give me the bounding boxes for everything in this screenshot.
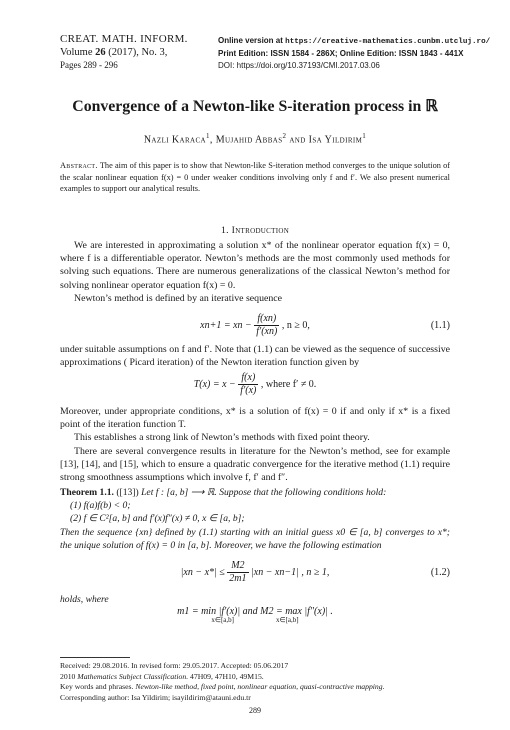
section-heading: 1. Introduction [220, 225, 290, 236]
corresponding-author: Corresponding author: Isa Yildirim; isayildirim@atauni.edu.tr [60, 692, 251, 702]
equation-1-2: |xn − x*| ≤ $\frac{M2}{2m1}$ |xn − xn−1| , n ≥ 1, (1.2) [180, 560, 450, 584]
holds-where: holds, where [60, 594, 109, 605]
intro-block-3 [60, 405, 450, 484]
abstract [60, 160, 450, 195]
journal-pages: Pages 289 - 296 [60, 60, 118, 70]
equation-number: (1.2) [430, 567, 450, 578]
theorem-label: Theorem 1.1. [60, 487, 114, 498]
online-url[interactable]: https://creative-mathematics.cunbm.utcluj.ro/ [285, 38, 491, 46]
footnotes [60, 661, 460, 703]
author-list: Nazli Karaca$^1$, Mujahid Abbas$^2$ and Isa Yildirim$^1$ [143, 132, 367, 146]
theorem-statement: Theorem 1.1. ([13]) Let f : [a, b] ⟶ ℝ. Suppose that the following conditions hold: [60, 487, 387, 498]
abstract-text: The aim of this paper is to show that Newton-like S-iteration method converges to the unique solution of the scalar nonlinear equation f(x) = 0 under weaker conditions involving only f and f′. We also present numerical examples to support our analytical results. [60, 161, 450, 194]
paragraph: We are interested in approximating a solution x* of the nonlinear operator equation f(x) = 0, where f is a differentiable operator. Newton’s methods are the most commonly used methods for solving such equations. There are numerous generalizations of the classical Newton’s method for solving nonlinear operator equation f(x) = 0. [60, 240, 450, 291]
keywords: Key words and phrases. Newton-like method, fixed point, nonlinear equation, quasi-contractive mapping. [60, 682, 385, 691]
msc-classification: 2010 Mathematics Subject Classification. 47H09, 47H10, 49M15. [60, 671, 264, 681]
received-dates: Received: 29.08.2016. In revised form: 29.05.2017. Accepted: 05.06.2017 [60, 661, 289, 670]
doi-line[interactable]: DOI: https://doi.org/10.37193/CMI.2017.03.06 [218, 61, 380, 70]
journal-info [60, 33, 188, 72]
equation-m1-M2: m1 = min |f′(x)| and M2 = max |f″(x)| . x∈[a,b] x∈[a,b] [177, 606, 333, 624]
abstract-label: Abstract. [60, 161, 98, 170]
edition-info [218, 35, 490, 72]
paragraph: This establishes a strong link of Newton’s methods with fixed point theory. [74, 432, 370, 444]
issn-line: Print Edition: ISSN 1584 - 286X; Online Edition: ISSN 1843 - 441X [218, 49, 464, 58]
equation-1-1: xn+1 = xn − $\frac{f(xn)}{f'(xn)}$ , n ≥ 0, (1.1) [200, 313, 450, 337]
intro-block-2 [60, 343, 450, 369]
paragraph: under suitable assumptions on f and f′. Note that (1.1) can be viewed as the sequence of successive approximations ( Picard iteration) of the Newton iteration function given by [60, 344, 450, 369]
journal-volume: Volume 26 (2017), No. 3, [60, 47, 168, 58]
online-version: Online version at https://creative-mathematics.cunbm.utcluj.ro/ [218, 36, 491, 46]
equation-number: (1.1) [430, 320, 450, 331]
intro-block-1 [60, 239, 450, 305]
footnote-rule [60, 657, 130, 658]
paragraph: Newton’s method is defined by an iterative sequence [74, 292, 283, 304]
page-number: 289 [249, 706, 261, 715]
paragraph: There are several convergence results in literature for the Newton’s method, see for example [13], [14], and [15], which to ensure a quadratic convergence for the iterative method (1.1) require strong smoothness assumptions which involve f, f′ and f″. [60, 445, 450, 484]
theorem-condition-2: (2) f ∈ C²[a, b] and f′(x)f″(x) ≠ 0, x ∈ [a, b]; [70, 513, 245, 525]
theorem-condition-1: (1) f(a)f(b) < 0; [70, 500, 131, 512]
journal-name: CREAT. MATH. INFORM. [60, 33, 188, 45]
theorem-conclusion: Then the sequence {xn} defined by (1.1) starting with an initial guess x0 ∈ [a, b] converges to x*; the unique solution of f(x) = 0 in [a, b]. Moreover, we have the following estimation [60, 526, 450, 551]
equation-T: T(x) = x − $\frac{f(x)}{f'(x)}$ , where f′ ≠ 0. [193, 372, 317, 396]
theorem-1-1 [60, 486, 450, 552]
paper-title: Convergence of a Newton-like S-iteration process in ℝ [72, 98, 438, 115]
paragraph: Moreover, under appropriate conditions, x* is a solution of f(x) = 0 if and only if x* is a fixed point of the iteration function T. [60, 406, 450, 431]
